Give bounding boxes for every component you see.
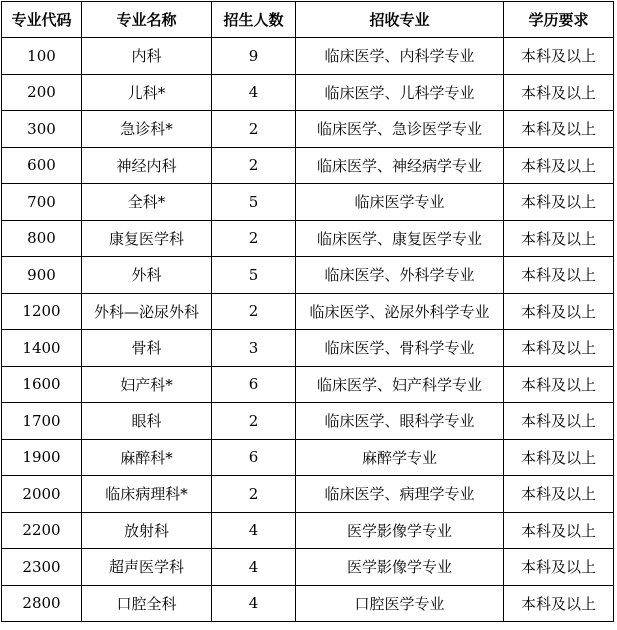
- table-row: [2, 257, 614, 294]
- enrollment-count-cell: 9: [212, 38, 296, 75]
- accepted-majors-cell: 医学影像学专业: [296, 512, 504, 549]
- table-row: [2, 38, 614, 75]
- enrollment-count-cell: 4: [212, 549, 296, 586]
- specialty-code-cell: 2000: [2, 476, 82, 513]
- specialty-code-cell: 1900: [2, 439, 82, 476]
- enrollment-count-cell: 3: [212, 330, 296, 367]
- specialty-code-cell: 1700: [2, 403, 82, 440]
- specialty-code-cell: 300: [2, 111, 82, 148]
- education-requirement-cell: 本科及以上: [504, 330, 614, 367]
- education-requirement-cell: 本科及以上: [504, 74, 614, 111]
- table-row: [2, 111, 614, 148]
- table-row: [2, 147, 614, 184]
- enrollment-count-cell: 4: [212, 585, 296, 622]
- accepted-majors-cell: 临床医学、骨科学专业: [296, 330, 504, 367]
- enrollment-count-cell: 2: [212, 403, 296, 440]
- specialty-name-cell: 儿科*: [82, 74, 212, 111]
- education-requirement-cell: 本科及以上: [504, 585, 614, 622]
- accepted-majors-cell: 临床医学、急诊医学专业: [296, 111, 504, 148]
- accepted-majors-cell: 临床医学、病理学专业: [296, 476, 504, 513]
- education-requirement-cell: 本科及以上: [504, 220, 614, 257]
- education-requirement-cell: 本科及以上: [504, 38, 614, 75]
- table-header: [2, 2, 614, 38]
- accepted-majors-cell: 临床医学、眼科学专业: [296, 403, 504, 440]
- enrollment-count-cell: 2: [212, 220, 296, 257]
- accepted-majors-cell: 临床医学、妇产科学专业: [296, 366, 504, 403]
- table-row: [2, 403, 614, 440]
- specialty-code-cell: 1200: [2, 293, 82, 330]
- specialty-name-cell: 骨科: [82, 330, 212, 367]
- education-requirement-cell: 本科及以上: [504, 403, 614, 440]
- specialty-name-cell: 神经内科: [82, 147, 212, 184]
- specialty-code-cell: 2800: [2, 585, 82, 622]
- accepted-majors-cell: 口腔医学专业: [296, 585, 504, 622]
- education-requirement-cell: 本科及以上: [504, 366, 614, 403]
- specialty-code-cell: 2300: [2, 549, 82, 586]
- accepted-majors-cell: 临床医学、康复医学专业: [296, 220, 504, 257]
- table-row: [2, 220, 614, 257]
- specialty-code-cell: 2200: [2, 512, 82, 549]
- header-education-requirement: 学历要求: [504, 2, 614, 38]
- enrollment-table: [1, 1, 614, 622]
- education-requirement-cell: 本科及以上: [504, 512, 614, 549]
- header-specialty-code: 专业代码: [2, 2, 82, 38]
- education-requirement-cell: 本科及以上: [504, 549, 614, 586]
- specialty-name-cell: 妇产科*: [82, 366, 212, 403]
- specialty-code-cell: 800: [2, 220, 82, 257]
- specialty-code-cell: 700: [2, 184, 82, 221]
- table-row: [2, 330, 614, 367]
- enrollment-count-cell: 2: [212, 147, 296, 184]
- enrollment-count-cell: 4: [212, 512, 296, 549]
- accepted-majors-cell: 麻醉学专业: [296, 439, 504, 476]
- enrollment-count-cell: 2: [212, 476, 296, 513]
- specialty-name-cell: 全科*: [82, 184, 212, 221]
- education-requirement-cell: 本科及以上: [504, 439, 614, 476]
- specialty-name-cell: 口腔全科: [82, 585, 212, 622]
- table-row: [2, 184, 614, 221]
- header-accepted-majors: 招收专业: [296, 2, 504, 38]
- table-body: [2, 38, 614, 622]
- accepted-majors-cell: 临床医学专业: [296, 184, 504, 221]
- specialty-name-cell: 外科: [82, 257, 212, 294]
- accepted-majors-cell: 临床医学、泌尿外科学专业: [296, 293, 504, 330]
- accepted-majors-cell: 临床医学、儿科学专业: [296, 74, 504, 111]
- specialty-name-cell: 康复医学科: [82, 220, 212, 257]
- specialty-name-cell: 麻醉科*: [82, 439, 212, 476]
- table-row: [2, 512, 614, 549]
- specialty-code-cell: 100: [2, 38, 82, 75]
- accepted-majors-cell: 医学影像学专业: [296, 549, 504, 586]
- specialty-code-cell: 600: [2, 147, 82, 184]
- education-requirement-cell: 本科及以上: [504, 257, 614, 294]
- accepted-majors-cell: 临床医学、神经病学专业: [296, 147, 504, 184]
- header-specialty-name: 专业名称: [82, 2, 212, 38]
- table-row: [2, 585, 614, 622]
- enrollment-count-cell: 5: [212, 257, 296, 294]
- enrollment-count-cell: 6: [212, 439, 296, 476]
- education-requirement-cell: 本科及以上: [504, 476, 614, 513]
- specialty-code-cell: 900: [2, 257, 82, 294]
- specialty-name-cell: 内科: [82, 38, 212, 75]
- specialty-name-cell: 外科—泌尿外科: [82, 293, 212, 330]
- table-row: [2, 74, 614, 111]
- table-row: [2, 293, 614, 330]
- specialty-name-cell: 放射科: [82, 512, 212, 549]
- specialty-name-cell: 急诊科*: [82, 111, 212, 148]
- enrollment-count-cell: 4: [212, 74, 296, 111]
- table-row: [2, 549, 614, 586]
- enrollment-count-cell: 2: [212, 293, 296, 330]
- header-row: [2, 2, 614, 38]
- specialty-name-cell: 眼科: [82, 403, 212, 440]
- specialty-name-cell: 超声医学科: [82, 549, 212, 586]
- specialty-code-cell: 1400: [2, 330, 82, 367]
- table-row: [2, 439, 614, 476]
- enrollment-count-cell: 6: [212, 366, 296, 403]
- education-requirement-cell: 本科及以上: [504, 111, 614, 148]
- specialty-code-cell: 200: [2, 74, 82, 111]
- specialty-name-cell: 临床病理科*: [82, 476, 212, 513]
- accepted-majors-cell: 临床医学、内科学专业: [296, 38, 504, 75]
- education-requirement-cell: 本科及以上: [504, 293, 614, 330]
- specialty-code-cell: 1600: [2, 366, 82, 403]
- table-row: [2, 476, 614, 513]
- education-requirement-cell: 本科及以上: [504, 184, 614, 221]
- header-enrollment-count: 招生人数: [212, 2, 296, 38]
- education-requirement-cell: 本科及以上: [504, 147, 614, 184]
- accepted-majors-cell: 临床医学、外科学专业: [296, 257, 504, 294]
- enrollment-count-cell: 2: [212, 111, 296, 148]
- table-row: [2, 366, 614, 403]
- enrollment-count-cell: 5: [212, 184, 296, 221]
